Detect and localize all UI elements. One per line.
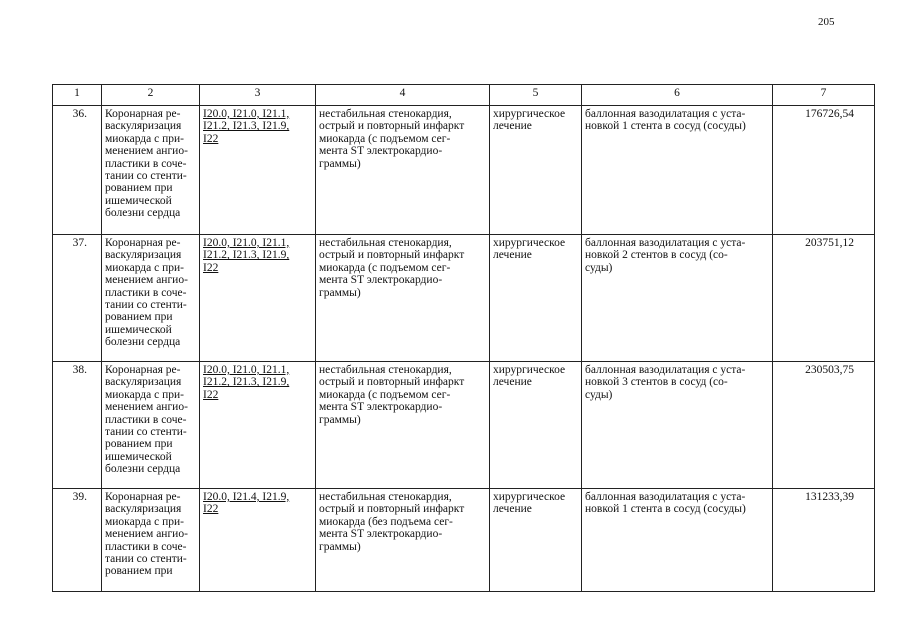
icd-codes: I20.0, I21.0, I21.1, I21.2, I21.3, I21.9, I22 bbox=[203, 237, 290, 274]
table-row bbox=[53, 235, 875, 362]
diagnosis-description: нестабильная стенокардия, острый и повторный инфаркт миокарда (без подъема сег- мента ST электрокардио- граммы) bbox=[316, 489, 490, 592]
table-header-row bbox=[53, 85, 875, 106]
page-number: 205 bbox=[818, 16, 835, 28]
procedure-name: Коронарная ре- васкуляризация миокарда с при- менением ангио- пластики в соче- тании со стенти- рованием при ишемической болезни сердца bbox=[102, 362, 200, 489]
table-row bbox=[53, 489, 875, 592]
cost-value: 131233,39 bbox=[773, 489, 875, 592]
icd-codes: I20.0, I21.0, I21.1, I21.2, I21.3, I21.9, I22 bbox=[203, 364, 290, 401]
table-row bbox=[53, 106, 875, 235]
diagnosis-description: нестабильная стенокардия, острый и повторный инфаркт миокарда (с подъемом сег- мента ST электрокардио- граммы) bbox=[316, 235, 490, 362]
row-number: 39. bbox=[53, 489, 102, 592]
diagnosis-codes bbox=[200, 106, 316, 235]
column-header: 7 bbox=[773, 85, 875, 106]
treatment-method: баллонная вазодилатация с уста- новкой 3 стентов в сосуд (со- суды) bbox=[582, 362, 773, 489]
treatment-method: баллонная вазодилатация с уста- новкой 2 стентов в сосуд (со- суды) bbox=[582, 235, 773, 362]
row-number: 36. bbox=[53, 106, 102, 235]
treatment-type: хирургическое лечение bbox=[490, 106, 582, 235]
column-header: 3 bbox=[200, 85, 316, 106]
column-header: 6 bbox=[582, 85, 773, 106]
procedure-name: Коронарная ре- васкуляризация миокарда с при- менением ангио- пластики в соче- тании со стенти- рованием при ишемической болезни сердца bbox=[102, 106, 200, 235]
treatment-type: хирургическое лечение bbox=[490, 362, 582, 489]
diagnosis-description: нестабильная стенокардия, острый и повторный инфаркт миокарда (с подъемом сег- мента ST электрокардио- граммы) bbox=[316, 362, 490, 489]
column-header: 1 bbox=[53, 85, 102, 106]
column-header: 2 bbox=[102, 85, 200, 106]
treatment-type: хирургическое лечение bbox=[490, 489, 582, 592]
icd-codes: I20.0, I21.0, I21.1, I21.2, I21.3, I21.9, I22 bbox=[203, 108, 290, 145]
row-number: 37. bbox=[53, 235, 102, 362]
diagnosis-codes bbox=[200, 489, 316, 592]
cost-value: 230503,75 bbox=[773, 362, 875, 489]
procedure-name: Коронарная ре- васкуляризация миокарда с при- менением ангио- пластики в соче- тании со стенти- рованием при bbox=[102, 489, 200, 592]
treatment-type: хирургическое лечение bbox=[490, 235, 582, 362]
diagnosis-description: нестабильная стенокардия, острый и повторный инфаркт миокарда (с подъемом сег- мента ST электрокардио- граммы) bbox=[316, 106, 490, 235]
treatment-method: баллонная вазодилатация с уста- новкой 1 стента в сосуд (сосуды) bbox=[582, 489, 773, 592]
procedure-name: Коронарная ре- васкуляризация миокарда с при- менением ангио- пластики в соче- тании со стенти- рованием при ишемической болезни сердца bbox=[102, 235, 200, 362]
row-number: 38. bbox=[53, 362, 102, 489]
diagnosis-codes bbox=[200, 235, 316, 362]
icd-codes: I20.0, I21.4, I21.9, I22 bbox=[203, 491, 290, 516]
procedures-table bbox=[52, 84, 875, 592]
table-row bbox=[53, 362, 875, 489]
cost-value: 176726,54 bbox=[773, 106, 875, 235]
cost-value: 203751,12 bbox=[773, 235, 875, 362]
treatment-method: баллонная вазодилатация с уста- новкой 1 стента в сосуд (сосуды) bbox=[582, 106, 773, 235]
column-header: 5 bbox=[490, 85, 582, 106]
column-header: 4 bbox=[316, 85, 490, 106]
diagnosis-codes bbox=[200, 362, 316, 489]
